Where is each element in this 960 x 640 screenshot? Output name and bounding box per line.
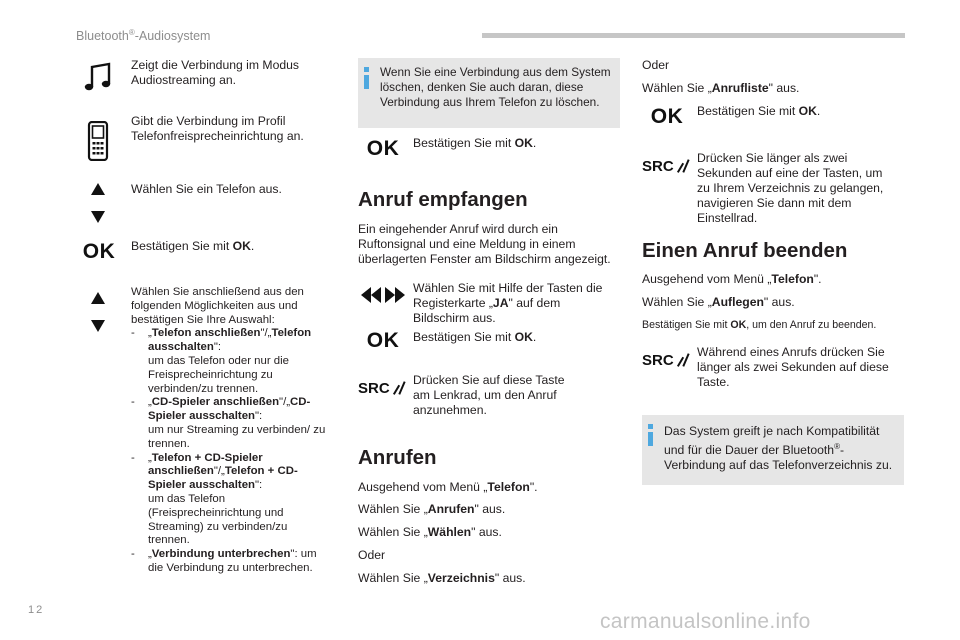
phone-slash-icon: [676, 158, 692, 174]
middle-confirm2-suffix: .: [532, 330, 537, 344]
option-item: [131, 548, 329, 576]
src-icon-label: SRC: [358, 379, 390, 397]
end-select-auflegen: [642, 295, 904, 310]
end2-prefix: Wählen Sie „: [642, 295, 712, 309]
left-step-handsfree-profile: Gibt die Verbindung im Profil Telefonfreisprecheinrichtung an.: [131, 114, 304, 143]
press-steering-wheel-text: Drücken Sie auf diese Taste am Lenkrad, um den Anruf anzunehmen.: [413, 373, 565, 417]
option-mid: "/„: [279, 396, 291, 409]
option-bold-2: Telefon ausschalten: [148, 327, 312, 354]
middle-confirm-prefix: Bestätigen Sie mit: [413, 136, 515, 150]
right-confirm-suffix: .: [816, 104, 821, 118]
option-item: [131, 452, 329, 549]
middle-confirm2-ok: [413, 330, 613, 345]
call-menu-telefon: [358, 480, 620, 495]
ok-icon-label: OK: [366, 329, 400, 352]
option-bold-1: Telefon anschließen: [151, 327, 261, 340]
option-rest: ": um die Verbindung zu unterbrechen.: [148, 548, 317, 574]
call4-prefix: Wählen Sie „: [358, 571, 428, 585]
list-prefix: Wählen Sie „: [642, 81, 712, 95]
end1-prefix: Ausgehend vom Menü „: [642, 272, 772, 286]
src-steering-button-icon: [642, 154, 692, 178]
call2-suffix: " aus.: [474, 502, 506, 516]
ok-icon-label: OK: [366, 137, 400, 160]
option-bold-1: Verbindung unterbrechen: [151, 548, 291, 561]
call1-suffix: ".: [529, 480, 538, 494]
note-prefix: Das System greift je nach Kompatibilität und für die Dauer der Bluetooth: [664, 424, 880, 458]
option-quote-open: „: [148, 548, 152, 561]
ok-icon-label: OK: [650, 105, 684, 128]
left-step-select-phone: Wählen Sie ein Telefon aus.: [131, 182, 282, 196]
ok-button-icon: [366, 135, 400, 163]
call1-prefix: Ausgehend vom Menü „: [358, 480, 488, 494]
info-icon: [648, 424, 653, 446]
tab-bold: JA: [492, 296, 509, 310]
ok-button-icon: [82, 238, 116, 266]
heading-anruf-beenden: Einen Anruf beenden: [642, 239, 848, 262]
left-confirm-bold: OK: [232, 239, 251, 253]
option-dash: -: [131, 548, 135, 561]
call2-prefix: Wählen Sie „: [358, 502, 428, 516]
up-down-arrows-icon: [88, 292, 108, 332]
call4-bold: Verzeichnis: [427, 571, 495, 585]
option-quote-open: „: [148, 451, 152, 464]
info-note-delete-connection: [358, 58, 620, 128]
left-step-audio-streaming: Zeigt die Verbindung im Modus Audiostreaming an.: [131, 58, 300, 87]
call3-bold: Wählen: [427, 525, 472, 539]
ok-button-icon: [366, 327, 400, 355]
option-quote-open: „: [148, 396, 152, 409]
end-confirm-ok: [642, 318, 904, 332]
call4-suffix: " aus.: [494, 571, 526, 585]
ok-icon-label: OK: [82, 240, 116, 263]
up-down-arrows-icon: [88, 183, 108, 223]
end1-bold: Telefon: [771, 272, 814, 286]
phone-slash-icon: [392, 380, 408, 396]
left-options-block: [131, 286, 329, 576]
info-icon: [364, 67, 369, 89]
call3-prefix: Wählen Sie „: [358, 525, 428, 539]
receive-description: Ein eingehender Anruf wird durch ein Ruftonsignal und eine Meldung in einem überlagerten Fenster am Bildschirm angezeigt.: [358, 222, 611, 266]
left-options-list: [131, 327, 329, 575]
middle-confirm-suffix: .: [532, 136, 537, 150]
option-bold-1: CD-Spieler anschließen: [151, 396, 280, 409]
call-select-anrufen: [358, 502, 620, 517]
end1-suffix: ".: [813, 272, 822, 286]
src-steering-button-icon: [642, 348, 692, 372]
end3-bold: OK: [730, 319, 747, 331]
phone-slash-icon: [676, 352, 692, 368]
option-mid: "/„: [213, 465, 225, 478]
call3-suffix: " aus.: [471, 525, 502, 539]
header-title-sup: ®: [128, 28, 135, 37]
option-quote-close: ":: [255, 479, 263, 492]
header-title: Bluetooth: [76, 29, 129, 44]
src-steering-button-icon: [358, 376, 408, 400]
right-during-call-text: Während eines Anrufs drücken Sie länger als zwei Sekunden auf diese Taste.: [697, 345, 889, 389]
note-suffix: -Verbindung auf das Telefonverzeichnis zu.: [664, 443, 893, 473]
option-bold-2: CD-Spieler ausschalten: [148, 396, 311, 423]
call-select-verzeichnis: [358, 571, 620, 586]
option-dash: -: [131, 396, 135, 409]
option-desc: um das Telefon (Freisprecheinrichtung und Streaming) zu verbinden/zu trennen.: [148, 492, 288, 547]
heading-anrufen: Anrufen: [358, 446, 437, 469]
src-icon-label: SRC: [642, 351, 674, 369]
option-bold-1: Telefon + CD-Spieler anschließen: [148, 451, 263, 478]
list-bold: Anrufliste: [711, 81, 769, 95]
right-confirm-ok: [697, 104, 897, 119]
option-item: [131, 396, 329, 451]
middle-confirm-ok: [413, 136, 613, 151]
watermark: carmanualsonline.info: [600, 610, 811, 633]
end3-suffix: , um den Anruf zu beenden.: [746, 319, 877, 331]
call-or: Oder: [358, 548, 386, 562]
select-yes-tab: [413, 281, 613, 326]
left-confirm-prefix: Bestätigen Sie mit: [131, 239, 233, 253]
option-item: [131, 327, 329, 396]
option-mid: "/„: [260, 327, 272, 340]
option-desc: um das Telefon oder nur die Freisprecheinrichtung zu verbinden/zu trennen.: [148, 354, 289, 395]
src-icon-label: SRC: [642, 157, 674, 175]
left-step-confirm-ok: [131, 239, 331, 254]
option-bold-2: Telefon + CD-Spieler ausschalten: [148, 465, 298, 492]
middle-confirm-bold: OK: [514, 136, 533, 150]
end2-bold: Auflegen: [711, 295, 764, 309]
option-desc: um nur Streaming zu verbinden/ zu trennen.: [148, 423, 326, 450]
middle-confirm2-bold: OK: [514, 330, 533, 344]
right-confirm-prefix: Bestätigen Sie mit: [697, 104, 799, 118]
tab-suffix: " auf dem Bildschirm aus.: [413, 296, 561, 325]
option-quote-close: ":: [213, 341, 222, 354]
option-dash: -: [131, 327, 135, 340]
music-note-icon: [80, 62, 116, 94]
page-header: [76, 28, 210, 43]
right-select-anrufliste: [642, 81, 904, 96]
header-divider-bar: [482, 33, 905, 38]
option-quote-open: „: [148, 327, 152, 340]
tab-prefix: Wählen Sie mit Hilfe der Tasten die Registerkarte „: [413, 281, 603, 310]
page-number: 12: [28, 604, 45, 616]
note-text: Wenn Sie eine Verbindung aus dem System löschen, denken Sie auch daran, diese Verbindung aus Ihrem Telefon zu löschen.: [380, 65, 611, 109]
phone-icon: [84, 120, 112, 162]
option-quote-close: ":: [255, 410, 263, 423]
left-confirm-suffix: .: [250, 239, 255, 253]
option-dash: -: [131, 451, 135, 464]
left-right-arrows-icon: [360, 284, 406, 306]
right-hold-text: Drücken Sie länger als zwei Sekunden auf eine der Tasten, um zu Ihrem Verzeichnis zu gelangen, navigieren Sie dann mit dem Einstellrad.: [697, 151, 884, 225]
header-title-rest: -Audiosystem: [134, 29, 211, 44]
end-menu-telefon: [642, 272, 904, 287]
middle-confirm2-prefix: Bestätigen Sie mit: [413, 330, 515, 344]
info-note-phonebook: [642, 415, 904, 485]
right-confirm-bold: OK: [798, 104, 817, 118]
note-text: [664, 424, 898, 473]
end3-prefix: Bestätigen Sie mit: [642, 319, 731, 331]
call1-bold: Telefon: [487, 480, 530, 494]
heading-anruf-empfangen: Anruf empfangen: [358, 188, 528, 211]
note-sup: ®: [834, 442, 840, 451]
left-options-intro: Wählen Sie anschließend aus den folgenden Möglichkeiten aus und bestätigen Sie Ihre Auswahl:: [131, 286, 304, 326]
right-or: Oder: [642, 58, 670, 72]
call-select-waehlen: [358, 525, 620, 540]
list-suffix: " aus.: [768, 81, 800, 95]
ok-button-icon: [650, 103, 684, 131]
call2-bold: Anrufen: [427, 502, 475, 516]
end2-suffix: " aus.: [763, 295, 795, 309]
